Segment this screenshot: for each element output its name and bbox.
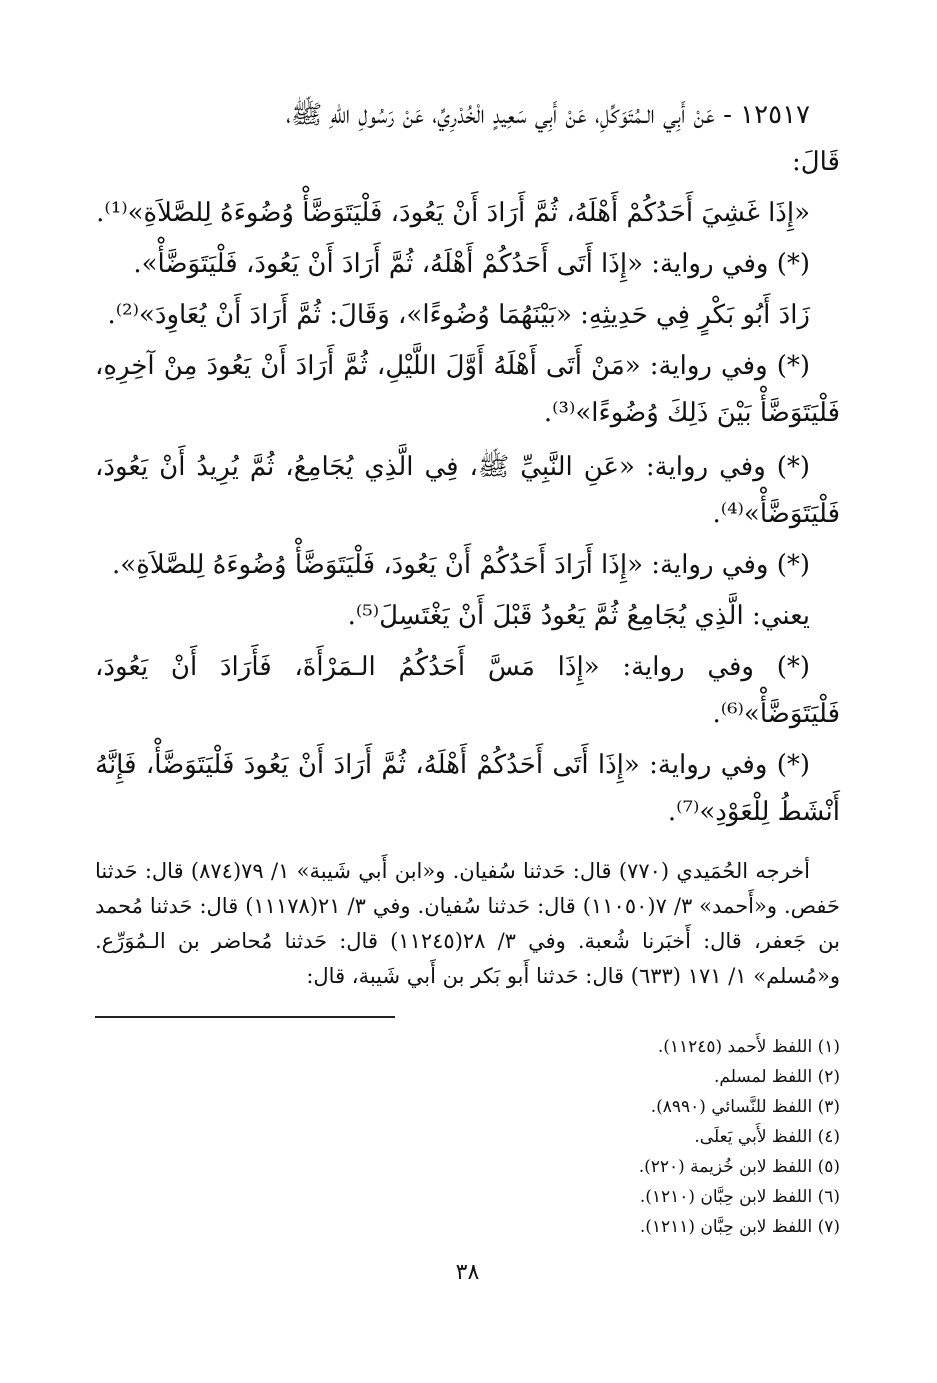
riwaya-4: (*) وفي رواية: «إِذَا أَرَادَ أَحَدُكُمْ أَنْ يَعُودَ، فَلْيَتَوَضَّأْ وُضُوءَهُ لِلصَّلاَةِ». bbox=[112, 550, 810, 580]
takhrij-text: أخرجه الحُمَيدي (٧٧٠) قال: حَدثنا سُفيان. و«ابن أَبي شَيبة» ١/ ٧٩(٨٧٤) قال: حَدثنا حَفص. و«أَحمد» ٣/ ٧(١١٠٥٠) قال: حَدثنا سُفيان. وفي ٣/ ٢١(١١١٧٨) قال: حَدثنا مُحمد بن جَعفر، قال: أَخبَرنا شُعبة. وفي ٣/ ٢٨(١١٢٤٥) قال: حَدثنا مُحاضر بن الـمُوَرِّع. و«مُسلم» ١/ ١٧١ (٦٣٣) قال: حَدثنا أَبو بَكر بن أَبي شَيبة، قال: bbox=[95, 859, 840, 988]
footnote-6: (٦) اللفظ لابن حِبَّان (١٢١٠). bbox=[639, 1187, 840, 1207]
footnote-divider bbox=[95, 1016, 395, 1018]
hadith-isnad: ١٢٥١٧ - عَنْ أَبِي الـمُتَوَكِّلِ، عَنْ أَبِي سَعِيدٍ الْخُدْرِيِّ، عَنْ رَسُولِ اللهِ ﷺ، bbox=[285, 100, 810, 130]
riwaya-1: (*) وفي رواية: «إِذَا أَتَى أَحَدُكُمْ أَهْلَهُ، ثُمَّ أَرَادَ أَنْ يَعُودَ، فَلْيَتَوَضَّأْ». bbox=[133, 249, 810, 279]
footnotes bbox=[95, 1032, 840, 1242]
page-number: ٣٨ bbox=[455, 1260, 480, 1285]
footnote-2: (٢) اللفظ لمسلم. bbox=[713, 1067, 840, 1087]
riwaya-2: (*) وفي رواية: «مَنْ أَتَى أَهْلَهُ أَوَّلَ اللَّيْلِ، ثُمَّ أَرَادَ أَنْ يَعُودَ مِنْ آخِرِهِ، فَلْيَتَوَضَّأْ بَيْنَ ذَلِكَ وُضُوءًا»⁽³⁾. bbox=[95, 351, 840, 428]
riwaya-6: (*) وفي رواية: «إِذَا أَتَى أَحَدُكُمْ أَهْلَهُ، ثُمَّ أَرَادَ أَنْ يَعُودَ فَلْيَتَوَضَّأْ، فَإِنَّهُ أَنْشَطُ لِلْعَوْدِ»⁽⁷⁾. bbox=[95, 750, 840, 827]
riwaya-5: (*) وفي رواية: «إِذَا مَسَّ أَحَدُكُمُ الـمَرْأَةَ، فَأَرَادَ أَنْ يَعُودَ، فَلْيَتَوَضَّأْ»⁽⁶⁾. bbox=[95, 652, 840, 729]
footnote-5: (٥) اللفظ لابن خُزيمة (٢٢٠). bbox=[638, 1157, 840, 1177]
footnote-4: (٤) اللفظ لأَبي يَعلَى. bbox=[694, 1127, 840, 1147]
footnote-1: (١) اللفظ لأَحمد (١١٢٤٥). bbox=[657, 1037, 840, 1057]
riwaya-3: (*) وفي رواية: «عَنِ النَّبِيِّ ﷺ، فِي الَّذِي يُجَامِعُ، ثُمَّ يُرِيدُ أَنْ يَعُودَ، فَلْيَتَوَضَّأْ»⁽⁴⁾. bbox=[95, 452, 840, 529]
book-page bbox=[95, 92, 840, 1352]
ziyada-abi-bakr: زَادَ أَبُو بَكْرٍ فِي حَدِيثِهِ: «بَيْنَهُمَا وُضُوءًا»، وَقَالَ: ثُمَّ أَرَادَ أَنْ يُعَاوِدَ»⁽²⁾. bbox=[107, 300, 810, 330]
footnote-7: (٧) اللفظ لابن حِبَّان (١٢١١). bbox=[639, 1217, 840, 1237]
hadith-qala: قَالَ: bbox=[791, 147, 840, 177]
hadith-matn: «إِذَا غَشِيَ أَحَدُكُمْ أَهْلَهُ، ثُمَّ أَرَادَ أَنْ يَعُودَ، فَلْيَتَوَضَّأْ وُضُوءَهُ لِلصَّلاَةِ»⁽¹⁾. bbox=[96, 198, 810, 228]
hadith-text bbox=[95, 92, 840, 836]
hadith-intro bbox=[95, 92, 840, 186]
footnote-3: (٣) اللفظ للنَّسائي (٨٩٩٠). bbox=[650, 1097, 840, 1117]
takhrij-section bbox=[95, 854, 840, 994]
explanation: يعني: الَّذِي يُجَامِعُ ثُمَّ يَعُودُ قَبْلَ أَنْ يَغْتَسِلَ⁽⁵⁾. bbox=[347, 601, 810, 631]
